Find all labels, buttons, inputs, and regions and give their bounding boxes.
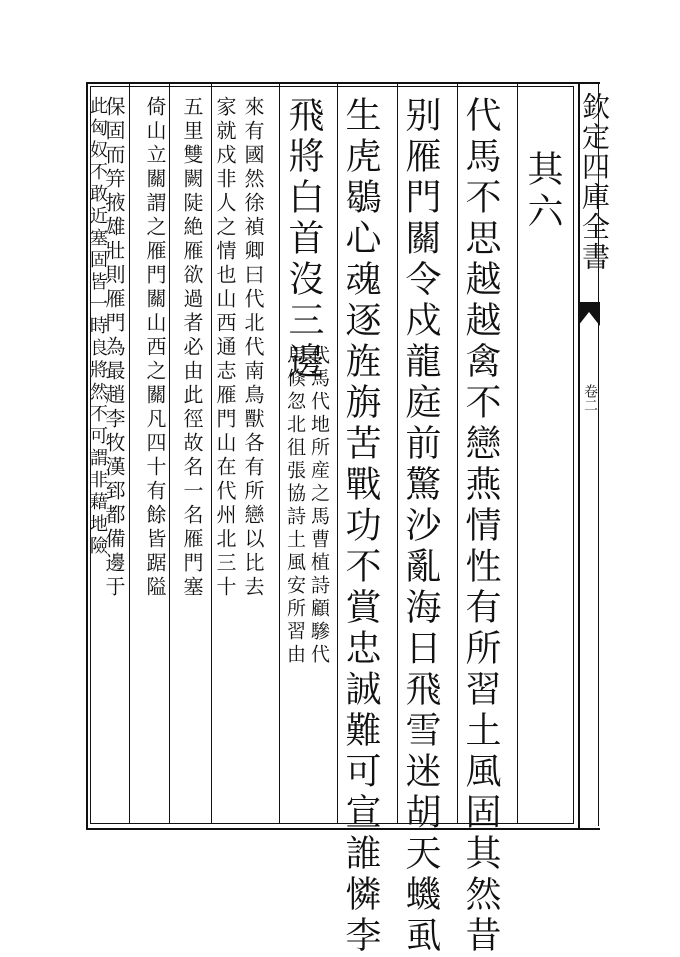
poem-line-3: 生虎鶡心魂逐旌旃苦戰功不賞忠誠難可宣誰憐李 — [340, 96, 381, 957]
note-line-1: 代馬代地所産之馬曹植詩顧驂代 — [308, 345, 330, 667]
column-divider — [169, 84, 170, 824]
note-line-6: 倚山立關謂之雁門關山西之關凡四十有餘皆踞隘 — [143, 96, 167, 600]
column-divider — [457, 84, 458, 824]
note-line-2: 馬倏忽北徂張協詩土風安所習由 — [284, 345, 306, 667]
note-line-4: 家就戍非人之情也山西通志雁門山在代州北三十 — [213, 96, 237, 600]
column-divider — [279, 84, 280, 824]
poem-line-1: 代馬不思越越禽不戀燕情性有所習土風固其然昔 — [460, 96, 501, 957]
poem-line-4: 飛將白首沒三邊 — [283, 96, 324, 383]
note-line-3: 來有國然徐禎卿曰代北代南鳥獸各有所戀以比去 — [241, 96, 265, 600]
juan-label: 卷二 — [582, 384, 598, 412]
note-line-7: 保固而笄掖雄壯則雁門為最趙李牧漢郅都備邊于 — [102, 96, 126, 600]
column-divider — [211, 84, 212, 824]
note-line-5: 五里雙闕陡絶雁欲過者必由此徑故名一名雁門塞 — [180, 96, 204, 600]
column-divider — [129, 84, 130, 824]
fish-tail-icon — [578, 302, 600, 326]
column-divider — [337, 84, 338, 824]
poem-title: 其六 — [522, 150, 563, 234]
poem-line-2: 别雁門關令戍龍庭前驚沙亂海日飛雪迷胡天蟣虱 — [400, 96, 441, 957]
column-divider — [517, 84, 518, 824]
note-line-8: 此匈奴不敢近塞固皆一時良將然不可謂非藉地險 — [87, 96, 108, 558]
column-divider — [397, 84, 398, 824]
book-title: 欽定四庫全書 — [578, 92, 611, 272]
